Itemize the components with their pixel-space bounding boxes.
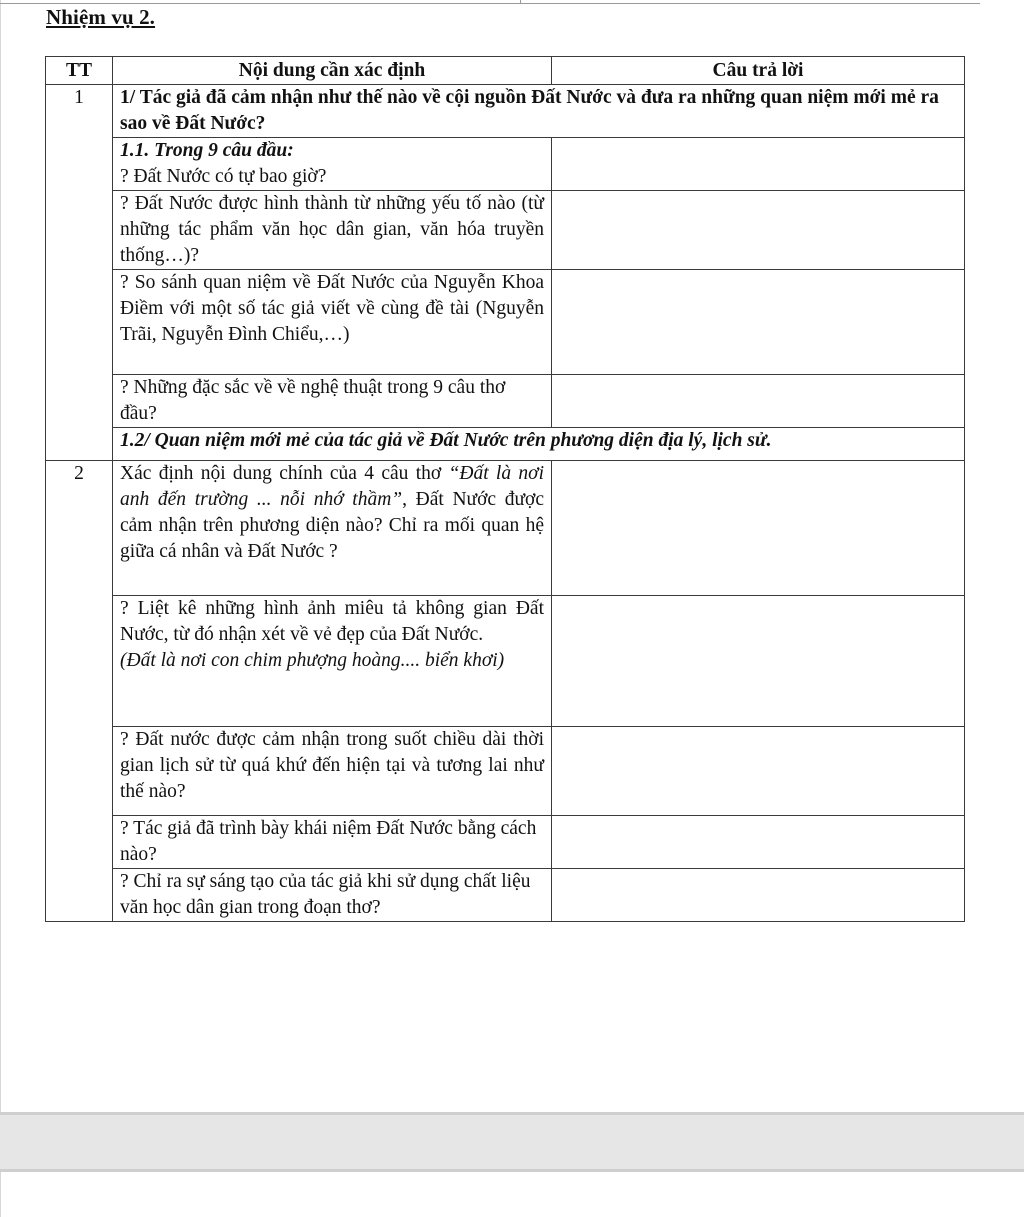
header-answer: Câu trả lời	[552, 57, 965, 85]
table-row	[46, 85, 965, 138]
section2-question-1-quote: “Đất là nơi anh đến trường ... nỗi nhớ thầm”	[120, 463, 544, 510]
answer-cell[interactable]	[552, 375, 965, 428]
page-bottom-gap	[0, 1112, 1024, 1172]
header-tt: TT	[46, 57, 113, 85]
section2-question-2-text: ? Liệt kê những hình ảnh miêu tả không gian Đất Nước, từ đó nhận xét về vẻ đẹp của Đất Nước.	[120, 598, 544, 645]
table-row	[46, 375, 965, 428]
section2-question-1	[113, 461, 552, 596]
section1-subheading: 1.1. Trong 9 câu đầu:	[120, 140, 294, 161]
table-row	[46, 138, 965, 191]
row-number-1: 1	[46, 85, 113, 461]
task-table	[45, 56, 965, 922]
answer-cell[interactable]	[552, 191, 965, 270]
answer-cell[interactable]	[552, 869, 965, 922]
section2-question-3: ? Đất nước được cảm nhận trong suốt chiều dài thời gian lịch sử từ quá khứ đến hiện tại và tương lai như thế nào?	[113, 727, 552, 816]
top-rule-tick	[520, 0, 521, 4]
header-content: Nội dung cần xác định	[113, 57, 552, 85]
page-edge	[0, 0, 1, 1217]
answer-cell[interactable]	[552, 138, 965, 191]
table-row	[46, 816, 965, 869]
table-row	[46, 191, 965, 270]
table-row	[46, 727, 965, 816]
section1-question-4: ? Những đặc sắc về về nghệ thuật trong 9 câu thơ đầu?	[113, 375, 552, 428]
section2-question-1-rest: , Đất Nước được cảm nhận trên phương diện nào? Chỉ ra mối quan hệ giữa cá nhân và Đất Nước ?	[120, 489, 544, 562]
answer-cell[interactable]	[552, 270, 965, 375]
row-number-2: 2	[46, 461, 113, 922]
table-row	[46, 270, 965, 375]
table-header-row	[46, 57, 965, 85]
section1-question-1	[113, 138, 552, 191]
answer-cell[interactable]	[552, 816, 965, 869]
section2-title: 1.2/ Quan niệm mới mẻ của tác giả về Đất Nước trên phương diện địa lý, lịch sử.	[113, 428, 965, 461]
answer-cell[interactable]	[552, 596, 965, 727]
table-row	[46, 461, 965, 596]
section2-question-4: ? Tác giả đã trình bày khái niệm Đất Nước bằng cách nào?	[113, 816, 552, 869]
section1-question-1-text: ? Đất Nước có tự bao giờ?	[120, 166, 327, 187]
section2-question-2-note: (Đất là nơi con chim phượng hoàng.... biển khơi)	[120, 650, 505, 671]
table-row	[46, 596, 965, 727]
section2-question-5: ? Chỉ ra sự sáng tạo của tác giả khi sử dụng chất liệu văn học dân gian trong đoạn thơ?	[113, 869, 552, 922]
answer-cell[interactable]	[552, 727, 965, 816]
section2-question-1-intro: Xác định nội dung chính của 4 câu thơ	[120, 463, 449, 484]
section2-question-2	[113, 596, 552, 727]
task-heading: Nhiệm vụ 2.	[46, 5, 156, 29]
section1-title: 1/ Tác giả đã cảm nhận như thế nào về cội nguồn Đất Nước và đưa ra những quan niệm mới mẻ ra sao về Đất Nước?	[113, 85, 965, 138]
table-row	[46, 428, 965, 461]
section1-question-2: ? Đất Nước được hình thành từ những yếu tố nào (từ những tác phẩm văn học dân gian, văn hóa truyền thống…)?	[113, 191, 552, 270]
section1-question-3: ? So sánh quan niệm về Đất Nước của Nguyễn Khoa Điềm với một số tác giả viết về cùng đề tài (Nguyễn Trãi, Nguyễn Đình Chiểu,…)	[113, 270, 552, 375]
table-row	[46, 869, 965, 922]
answer-cell[interactable]	[552, 461, 965, 596]
